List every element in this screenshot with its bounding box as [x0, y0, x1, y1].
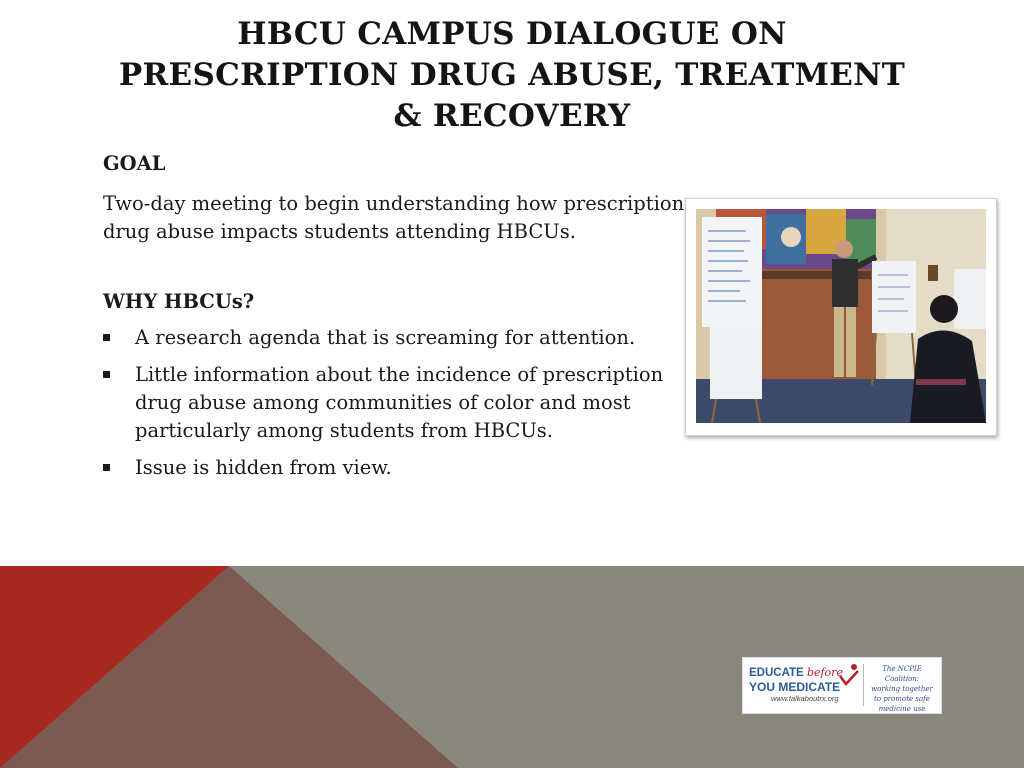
- coalition-line: working together: [871, 685, 933, 693]
- person-check-icon: [837, 662, 861, 688]
- logo-url: www.talkaboutrx.org: [771, 694, 839, 703]
- coalition-line: The NCPIE Coalition:: [882, 665, 922, 683]
- goal-text: Two-day meeting to begin understanding how prescription drug abuse impacts students attending HBCUs.: [103, 192, 685, 243]
- logo-before: before: [806, 666, 843, 679]
- logo-you-medicate: YOU MEDICATE: [749, 680, 841, 694]
- educate-before-you-medicate-logo: [742, 657, 942, 714]
- title-line-1: HBCU CAMPUS DIALOGUE ON: [237, 16, 787, 52]
- bullet-text: A research agenda that is screaming for attention.: [135, 326, 636, 349]
- logo-divider: [863, 664, 864, 706]
- title-line-3: & RECOVERY: [393, 98, 631, 134]
- bullet-text: Issue is hidden from view.: [135, 456, 392, 479]
- why-heading: WHY HBCUs?: [103, 290, 255, 313]
- why-bullet-list: [103, 324, 693, 482]
- meeting-photo-image: [696, 209, 986, 423]
- slide-title: [60, 14, 964, 137]
- meeting-photo: [685, 198, 997, 436]
- coalition-line: to promote safe: [874, 695, 930, 703]
- bullet-text: Little information about the incidence of prescription drug abuse among communities of color and most particularly among students from HBCUs.: [135, 363, 664, 442]
- goal-heading: GOAL: [103, 152, 166, 175]
- coalition-line: medicine use: [878, 705, 926, 713]
- square-bullet-icon: [103, 371, 110, 378]
- bullet-item: [103, 324, 693, 352]
- slide-body: [103, 150, 693, 491]
- bullet-item: [103, 454, 693, 482]
- bullet-item: [103, 361, 693, 445]
- square-bullet-icon: [103, 334, 110, 341]
- square-bullet-icon: [103, 464, 110, 471]
- title-line-2: PRESCRIPTION DRUG ABUSE, TREATMENT: [118, 57, 906, 93]
- logo-educate: EDUCATE: [749, 667, 804, 679]
- ncpie-coalition-text: [867, 664, 937, 714]
